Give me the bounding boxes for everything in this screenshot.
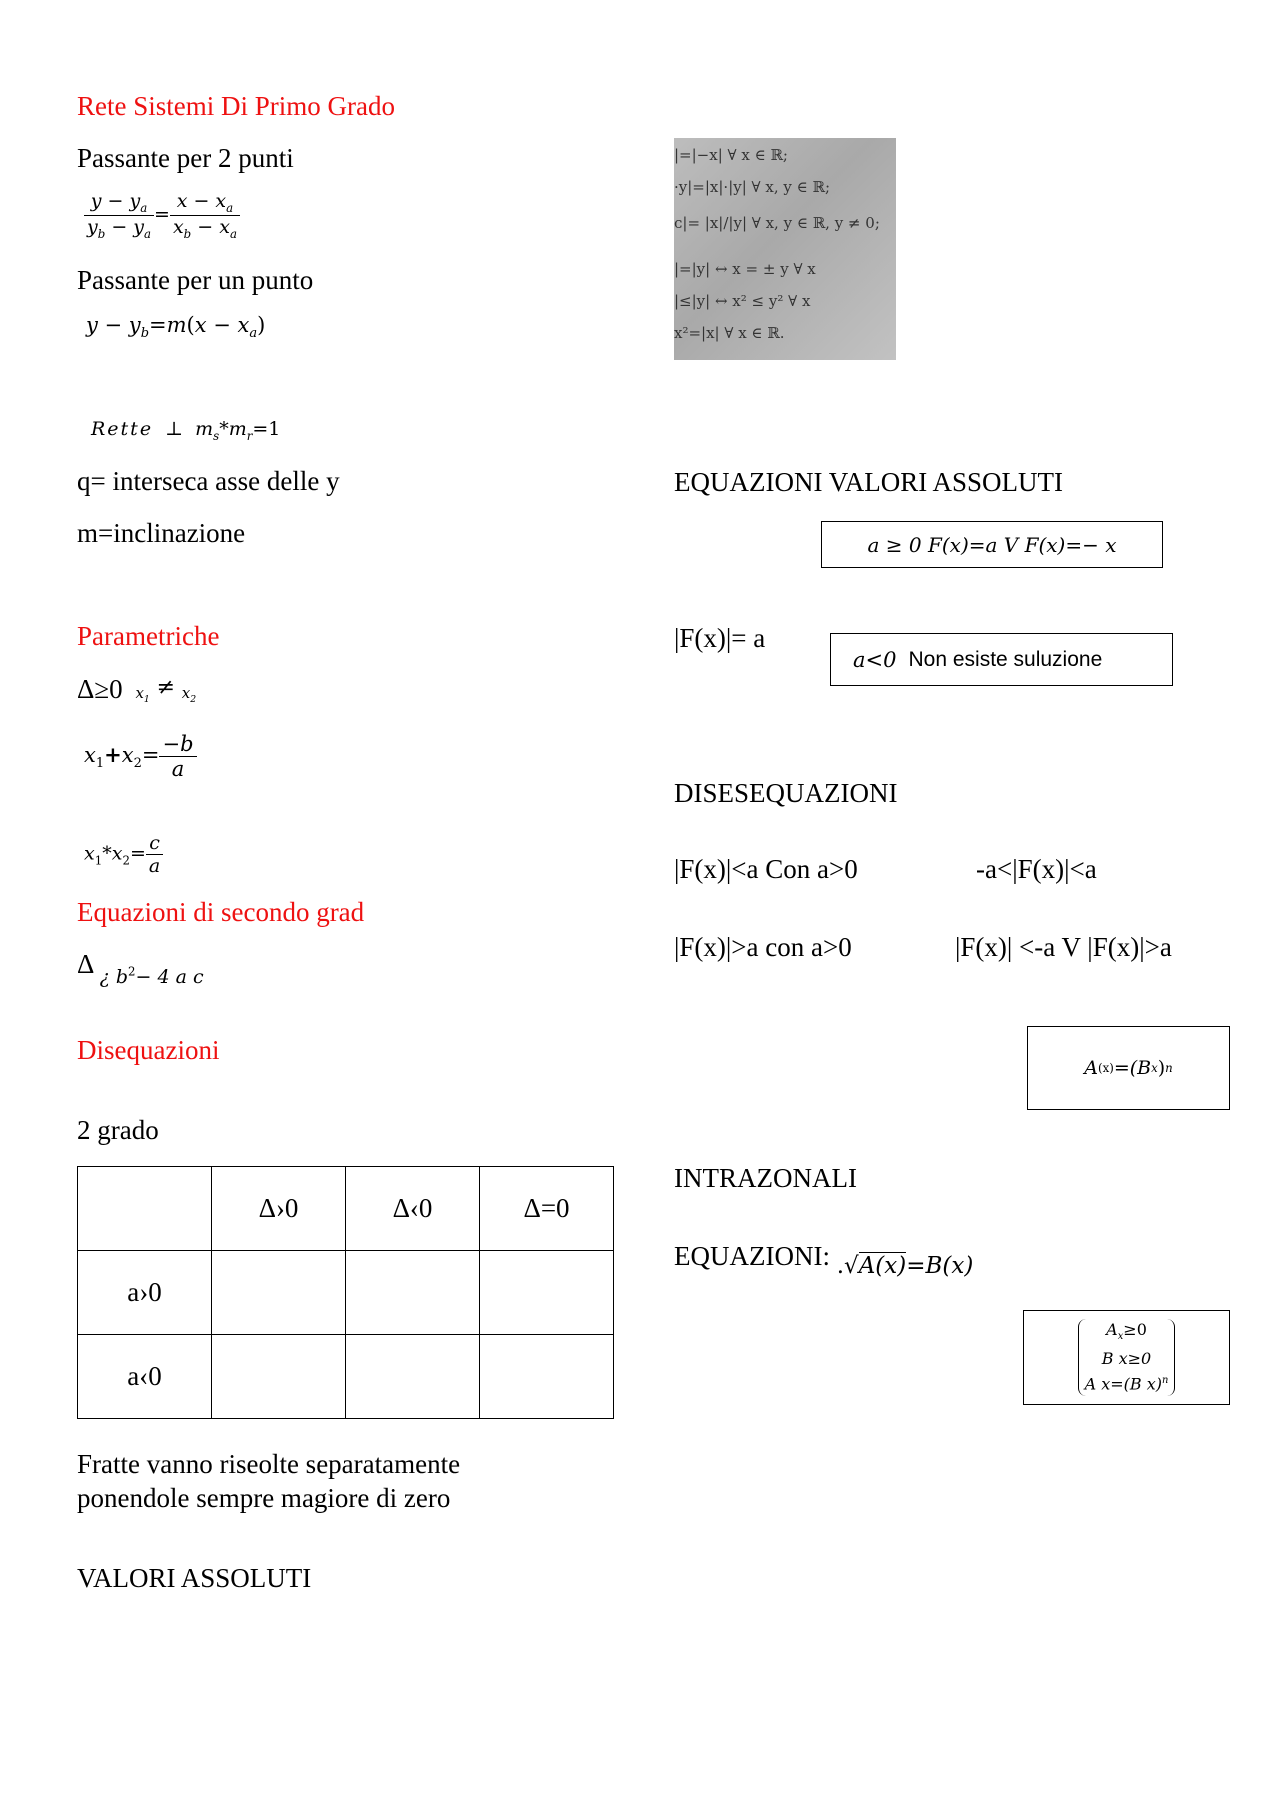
greater-than-solution: |F(x)| <-a V |F(x)|>a [955, 932, 1172, 962]
sum-of-roots: $x_1+x_2=$ $\frac{-b}{a}$ [84, 732, 197, 781]
table-header-row [78, 1167, 614, 1251]
absolute-value-properties-photo [674, 138, 896, 360]
table-row [78, 1251, 614, 1335]
point-slope-formula: $y - y_b=m(x - x_a)$ [86, 313, 266, 342]
secondo-grado-label: 2 grado [77, 1115, 159, 1145]
photo-line: |=|y| ↔ x = ± y ∀ x [674, 260, 816, 278]
photo-line: x²=|x| ∀ x ∈ ℝ. [674, 324, 785, 342]
less-than-case: |F(x)|<a Con a>0 [674, 854, 858, 884]
irrational-equation: EQUAZIONI: .√A(x)=B(x) [674, 1241, 974, 1279]
positive-a-solution-box: a ≥ 0 F(x)=a V F(x)=− x [821, 521, 1163, 568]
rette-title: Rete Sistemi Di Primo Grado [77, 91, 395, 121]
power-equation-box: A (x) =(B x ) n [1027, 1026, 1230, 1110]
greater-than-case: |F(x)|>a con a>0 [674, 932, 852, 962]
table-cell: a‹0 [78, 1335, 212, 1419]
q-definition: q= interseca asse delle y [77, 466, 340, 496]
table-cell [480, 1335, 614, 1419]
table-cell [346, 1335, 480, 1419]
table-cell [78, 1167, 212, 1251]
photo-line: ·y|=|x|·|y| ∀ x, y ∈ ℝ; [674, 178, 830, 196]
eq-valori-assoluti-title: EQUAZIONI VALORI ASSOLUTI [674, 467, 1063, 497]
disequazioni-title: Disequazioni [77, 1035, 220, 1065]
m-definition: m=inclinazione [77, 518, 246, 548]
table-cell [346, 1251, 480, 1335]
table-cell [212, 1251, 346, 1335]
photo-line: ᴄ|= |x|/|y| ∀ x, y ∈ ℝ, y ≠ 0; [674, 214, 880, 232]
passante-due-label: Passante per 2 punti [77, 143, 294, 173]
fratte-line-2: ponendole sempre magiore di zero [77, 1483, 451, 1513]
system-brackets: $A_x\ge 0$ B x≥0 A x=(B x)$^n$ [1078, 1319, 1176, 1396]
table-row [78, 1335, 614, 1419]
table-cell [480, 1251, 614, 1335]
product-of-roots: $x_1*x_2=$ $\frac{c}{a}$ [84, 832, 163, 877]
eq-secondo-grado-title: Equazioni di secondo grad [77, 897, 365, 927]
photo-line: |≤|y| ↔ x² ≤ y² ∀ x [674, 292, 811, 310]
valori-assoluti-heading: VALORI ASSOLUTI [77, 1563, 312, 1593]
negative-a-box: a<0 Non esiste suluzione [830, 633, 1173, 686]
fratte-line-1: Fratte vanno riseolte separatamente [77, 1449, 461, 1479]
parametriche-title: Parametriche [77, 621, 220, 651]
table-cell [212, 1335, 346, 1419]
irrational-system-box [1023, 1310, 1230, 1405]
photo-line: |=|−x| ∀ x ∈ ℝ; [674, 146, 788, 164]
passante-uno-label: Passante per un punto [77, 265, 314, 295]
table-cell: Δ›0 [212, 1167, 346, 1251]
less-than-solution: -a<|F(x)|<a [976, 854, 1097, 884]
delta-sign-table [77, 1166, 614, 1419]
table-cell: Δ‹0 [346, 1167, 480, 1251]
perpendicular-formula: Rette ⊥ $m_s*m_r=1$ [91, 418, 281, 443]
table-cell: Δ=0 [480, 1167, 614, 1251]
disequazioni-right-title: DISESEQUAZIONI [674, 778, 898, 808]
delta-condition: Δ≥0 $x_1 \ne x_2$ [77, 674, 197, 705]
abs-equation-label: |F(x)|= a [674, 623, 766, 653]
discriminant-formula: Δ $_{¿ b^2- 4 a c}$ [77, 949, 204, 988]
two-point-formula: $\frac{y - y_a}{y_b - y_a}$ = $\frac{x - x_a}{x_b - x_a}$ [84, 190, 240, 241]
table-cell: a›0 [78, 1251, 212, 1335]
intrazonali-heading: INTRAZONALI [674, 1163, 857, 1193]
